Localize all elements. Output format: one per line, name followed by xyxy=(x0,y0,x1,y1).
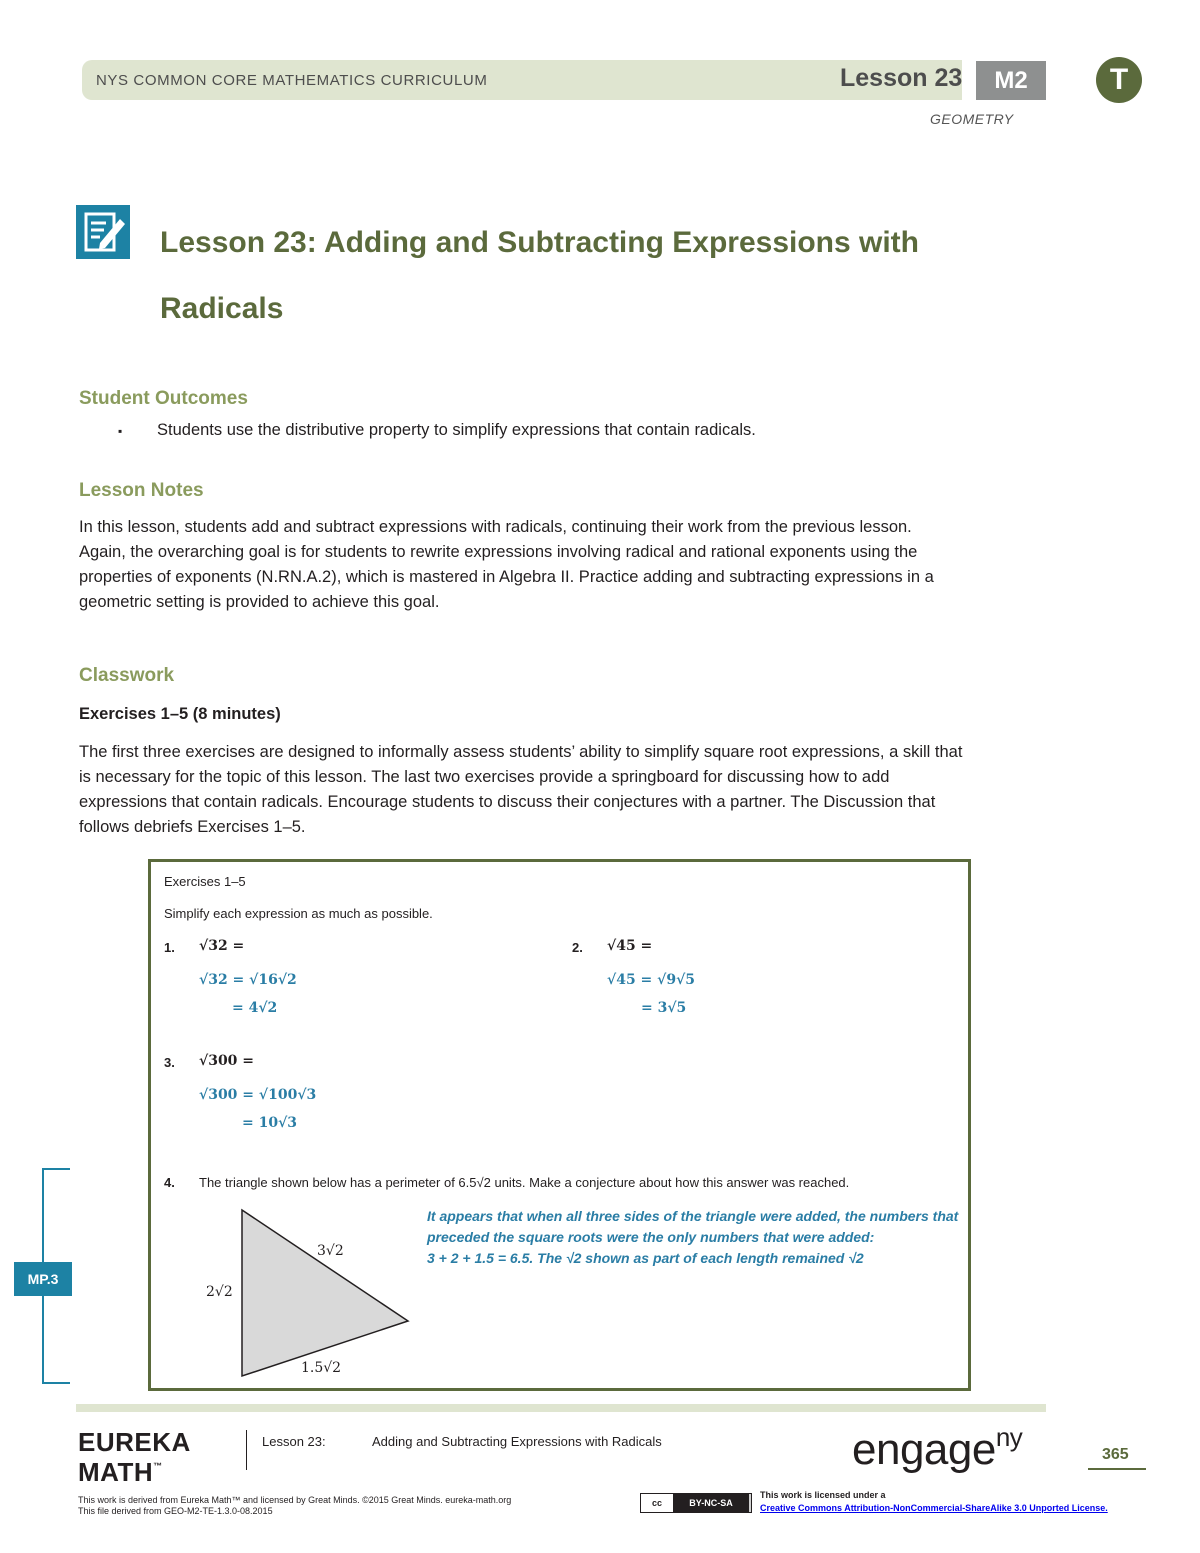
ex4-answer-line: It appears that when all three sides of the triangle were added, the numbers that xyxy=(427,1208,959,1224)
triangle-left-side-label: 2√2 xyxy=(206,1284,233,1300)
ex4-answer-line: preceded the square roots were the only numbers that were added: xyxy=(427,1229,875,1245)
ex4-number: 4. xyxy=(164,1175,175,1190)
footer-divider xyxy=(246,1430,247,1470)
engageny-logo: engage$^{ny}$ xyxy=(852,1422,1023,1474)
ex4-answer xyxy=(427,1206,962,1269)
notes-line: Again, the overarching goal is for students to rewrite expressions involving radical and rational exponents using the xyxy=(79,543,918,561)
title-line-1: Lesson 23: Adding and Subtracting Expressions with xyxy=(160,226,919,259)
footer-lesson-label: Lesson 23: xyxy=(262,1434,326,1449)
credit-line: This work is derived from Eureka Math™ and licensed by Great Minds. ©2015 Great Minds. eureka-math.org xyxy=(78,1495,512,1505)
classwork-heading: Classwork xyxy=(79,665,175,686)
outcome-item: Students use the distributive property to simplify expressions that contain radicals. xyxy=(157,421,756,439)
license-note: This work is licensed under a xyxy=(760,1490,886,1500)
lesson-notes-heading: Lesson Notes xyxy=(79,480,204,501)
ex1-number: 1. xyxy=(164,940,175,955)
logo-line-1: EUREKA xyxy=(78,1427,191,1457)
mp-tag: MP.3 xyxy=(14,1262,72,1296)
box-instruction: Simplify each expression as much as possible. xyxy=(164,906,433,921)
classwork-line: follows debriefs Exercises 1–5. xyxy=(79,818,306,836)
lesson-number: Lesson 23 xyxy=(840,64,963,92)
notepad-pencil-icon xyxy=(76,205,130,259)
ex3-prompt: √300 = xyxy=(199,1053,255,1069)
credit-line: This file derived from GEO-M2-TE-1.3.0-08.2015 xyxy=(78,1506,273,1516)
triangle-bottom-side-label: 1.5√2 xyxy=(301,1360,342,1376)
module-badge: M2 xyxy=(976,61,1046,100)
eureka-math-logo xyxy=(78,1427,191,1487)
page-title xyxy=(160,210,960,342)
footer-lesson-title: Adding and Subtracting Expressions with Radicals xyxy=(372,1434,662,1449)
triangle-figure xyxy=(200,1205,420,1385)
exercises-heading: Exercises 1–5 (8 minutes) xyxy=(79,705,281,723)
ex3-answer-step1: √300 = √100√3 xyxy=(199,1087,317,1103)
classwork-line: expressions that contain radicals. Encourage students to discuss their conjectures with a partner. The Discussion that xyxy=(79,793,936,811)
classwork-paragraph xyxy=(79,740,1044,840)
triangle-hypotenuse-label: 3√2 xyxy=(317,1243,344,1259)
classwork-line: is necessary for the topic of this lesson. The last two exercises provide a springboard for discussing how to add xyxy=(79,768,890,786)
ex2-answer-step1: √45 = √9√5 xyxy=(607,972,696,988)
ex3-number: 3. xyxy=(164,1055,175,1070)
page-number: 365 xyxy=(1102,1446,1129,1463)
subject-label: GEOMETRY xyxy=(930,111,1014,127)
ex4-answer-line: 3 + 2 + 1.5 = 6.5. The √2 shown as part of each length remained √2 xyxy=(427,1250,864,1266)
ex3-answer-step2: = 10√3 xyxy=(242,1115,298,1131)
notes-line: geometric setting is provided to achieve this goal. xyxy=(79,593,440,611)
box-title: Exercises 1–5 xyxy=(164,874,246,889)
footer-credit xyxy=(78,1495,511,1517)
ex1-answer-step2: = 4√2 xyxy=(232,1000,278,1016)
ex2-prompt: √45 = xyxy=(607,938,653,954)
title-line-2: Radicals xyxy=(160,292,284,325)
lesson-notes-paragraph xyxy=(79,515,1039,615)
curriculum-label: NYS COMMON CORE MATHEMATICS CURRICULUM xyxy=(96,72,488,89)
license-link[interactable]: Creative Commons Attribution-NonCommercial-ShareAlike 3.0 Unported License. xyxy=(760,1503,1108,1513)
ex1-answer-step1: √32 = √16√2 xyxy=(199,972,297,988)
logo-line-2: MATH™ xyxy=(78,1457,163,1487)
student-outcomes-heading: Student Outcomes xyxy=(79,388,248,409)
teacher-badge: T xyxy=(1096,57,1142,103)
ex2-answer-step2: = 3√5 xyxy=(641,1000,687,1016)
cc-license-badge: cc BY-NC-SA xyxy=(640,1493,752,1513)
notes-line: properties of exponents (N.RN.A.2), which is mastered in Algebra II. Practice adding and subtracting expressions in a xyxy=(79,568,934,586)
ex4-prompt: The triangle shown below has a perimeter of 6.5√2 units. Make a conjecture about how this answer was reached. xyxy=(199,1175,850,1190)
notes-line: In this lesson, students add and subtract expressions with radicals, continuing their work from the previous lesson. xyxy=(79,518,912,536)
ex1-prompt: √32 = xyxy=(199,938,245,954)
bullet-icon: ▪ xyxy=(118,424,123,438)
classwork-line: The first three exercises are designed to informally assess students’ ability to simplify square root expressions, a skill that xyxy=(79,743,963,761)
page-number-underline xyxy=(1088,1468,1146,1470)
footer-band xyxy=(76,1404,1046,1412)
ex2-number: 2. xyxy=(572,940,583,955)
